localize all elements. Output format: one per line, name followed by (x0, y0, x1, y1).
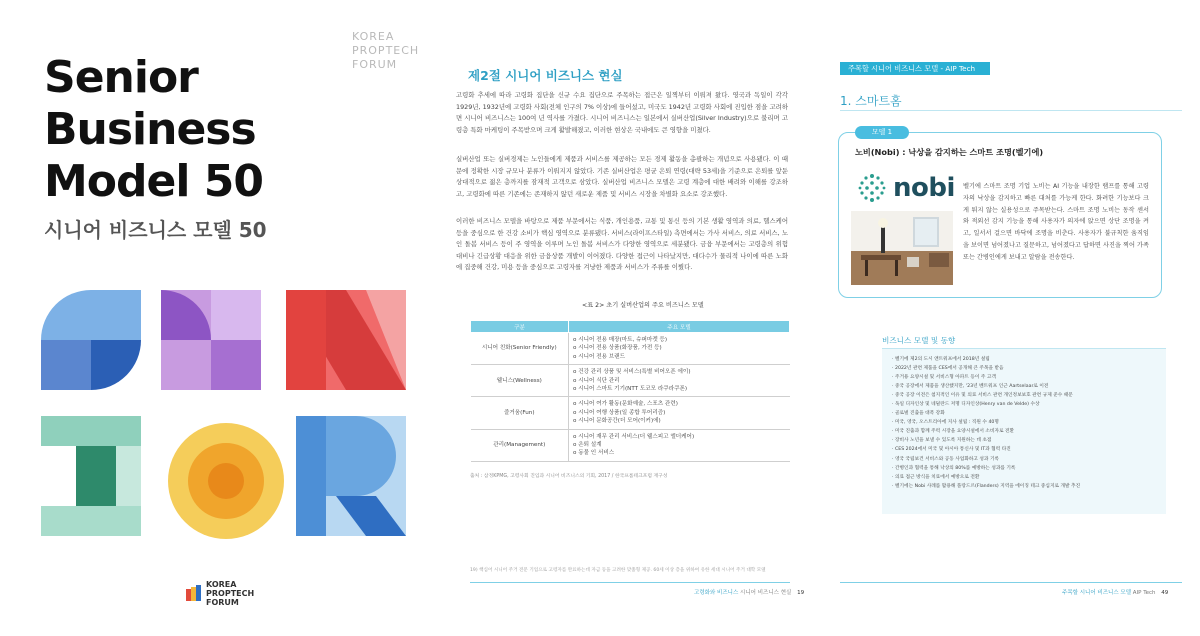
list-item: · 간병인과 협력을 통해 낙상의 80%를 예방하는 성과를 기록 (892, 465, 1016, 471)
page-number: 49 (1161, 590, 1169, 596)
footnote: 19) 핵심어 시니어 주거 전문 기업으로 고령자를 완료하는데 자금 등을 고려한 맞춤형 제공. 60세 이상 층을 위하여 유한 세대 시니어 주거 대학 모델 (470, 568, 766, 573)
body-paragraph: 실버산업 또는 실버경제는 노인들에게 제품과 서비스를 제공하는 모든 경제 활동을 총괄하는 개념으로 사용됐다. 이 때문에 정확한 시장 규모나 분류가 이뤄지지 않았다. 기존 실버산업은 평균 은퇴 연령(대략 53세)을 기준으로 은퇴를 앞둔 상대적으로 젊은 층까지를 잠재적 고객으로 삼았다. 실버산업 비즈니스 모델은 고령 계층에 대한 배려와 이해를 강조하고, 고령화에 따른 기존에는 존재하지 않던 새로운 제품 및 서비스 시장을 차별화 요소로 강조했다. (456, 155, 788, 198)
publisher-line: KOREA (352, 30, 395, 43)
trend-title: 비즈니스 모델 및 동향 (882, 336, 956, 345)
footer-divider (840, 582, 1182, 583)
logo-line: PROPTECH (206, 589, 255, 598)
table-item: o 시니어 문화공간(더 모어(이커)에) (573, 418, 661, 425)
table-items (569, 429, 790, 461)
list-item: · 영국 국립보건 서비스와 공동 사업화하고 성과 기록 (892, 456, 1000, 462)
publisher-mark (352, 30, 419, 72)
middle-page (444, 0, 808, 636)
business-model-table (470, 320, 790, 462)
footer-chapter: 시니어 비즈니스 현실 (740, 590, 792, 596)
table-category: 관리(Management) (471, 429, 569, 461)
table-row (471, 365, 790, 397)
publisher-line: FORUM (352, 58, 398, 71)
table-item: o 시니어 식단 관리 (573, 377, 620, 384)
cover-title-line: Senior (44, 52, 198, 103)
list-item: · 장비사 노년을 보낼 수 있도록 지원하는 데 초점 (892, 438, 992, 444)
brand-name: nobi (893, 173, 955, 203)
cover-subtitle: 시니어 비즈니스 모델 50 (44, 218, 267, 242)
section-heading: 제2절 시니어 비즈니스 현실 (468, 68, 623, 83)
table-row (471, 429, 790, 461)
table-caption: <표 2> 초기 실버산업의 주요 비즈니스 모델 (582, 302, 704, 309)
table-items (569, 365, 790, 397)
list-item: · 벨기에 제2의 도시 앤트워프에서 2018년 설립 (892, 357, 990, 362)
right-page (818, 0, 1200, 636)
table-row (471, 333, 790, 365)
table-items (569, 333, 790, 365)
heading-divider (840, 110, 1182, 111)
table-item: o 시니어 전용 브랜드 (573, 353, 625, 360)
list-item: · 2022년 관련 제품을 CES에서 공개해 큰 주목을 받음 (892, 366, 1004, 372)
table-header-cell: 구분 (471, 321, 569, 333)
table-row (471, 397, 790, 429)
footer-chapter: AIP Tech (1132, 590, 1156, 596)
table-item: o 시니어 여가 활동(문화예술, 스포츠 관련) (573, 401, 678, 408)
trend-list (882, 348, 1166, 514)
table-item: o 시니어 전용 상품(화장품, 가전 등) (573, 345, 662, 352)
senior-letter-art (36, 286, 416, 542)
table-category: 시니어 친화(Senior Friendly) (471, 333, 569, 365)
table-item: o 동물 인 서비스 (573, 450, 615, 457)
body-paragraph: 고령화 추세에 따라 고령화 집단을 신규 수요 집단으로 주목하는 접근은 일찍부터 이뤄져 왔다. 영국과 독일이 각각 1929년, 1932년에 고령화 사회(전체 인구의 7% 이상)에 들어섰고, 미국도 1942년 고령화 사회에 진입한 점을 고려하면 시니어 비즈니스는 100여 년 역사를 가졌다. 시니어 비즈니스는 일본에서 실버산업(Silver Industry)으로 불리며 고령층 특화 마케팅이 주목받으며 크게 활발해졌고, 이러한 현상은 국내에도 큰 영향을 미쳤다. (456, 91, 788, 134)
model-card (838, 128, 1162, 298)
list-item: · 중국 공장 이전은 첨지적인 이유 및 의료 서비스 관련 개인정보보호 관련 규제 준수 때문 (892, 393, 1073, 399)
list-item: · 독일 디자인상 및 네덜란드 저명 디자인상(Henry van de Velde) 수상 (892, 402, 1040, 408)
table-item: o 건강 관리 상품 및 서비스(특별 비어오픈 에이) (573, 369, 691, 376)
table-category: 즐거움(Fun) (471, 397, 569, 429)
logo-mark-icon (186, 585, 202, 603)
table-item: o 은퇴 설계 (573, 442, 602, 449)
table-item: o 시니어 스마트 기기(NTT 도코모 라쿠라쿠폰) (573, 386, 688, 393)
cover-page (0, 0, 440, 636)
list-item: · 벨기에는 Nobi 사례를 활용해 플랑드르(Flanders) 지역을 에이징 테크 중심지로 개발 추진 (892, 483, 1081, 489)
logo-line: KOREA (206, 580, 237, 589)
list-item: · 의료 접근 방식을 치료에서 예방으로 전환 (892, 474, 980, 480)
page-footer (694, 588, 804, 596)
logo-line: FORUM (206, 598, 239, 607)
room-photo (851, 211, 953, 285)
table-item: o 시니어 재무 관리 서비스(더 웰스피고 엘더케어) (573, 433, 695, 440)
list-item: · 골로벌 진출을 대폭 강화 (892, 411, 945, 417)
model-badge: 모델 1 (855, 126, 909, 139)
table-header-cell: 주요 모델 (569, 321, 790, 333)
nobi-logo (857, 173, 955, 203)
nobi-dots-icon (857, 173, 887, 203)
model-title: 노비(Nobi) : 낙상을 감지하는 스마트 조명(벨기에) (855, 147, 1044, 157)
list-item: · 미국 진출과 함께 주력 시장을 요양시설에서 소비자로 전환 (892, 429, 1015, 435)
logo-text (206, 580, 254, 607)
list-item: · 미국, 영국, 오스트리아에 지사 설립 : 직원 수 40명 (892, 420, 999, 426)
publisher-logo (186, 580, 254, 607)
table-category: 웰니스(Wellness) (471, 365, 569, 397)
list-item: · 중국 공장에서 제품을 생산했지만, '23년 벤트워프 인근 Aartselaar로 이전 (892, 384, 1049, 390)
table-item: o 시니어 전용 매장(마트, 슈퍼마켓 등) (573, 337, 668, 343)
page-number: 19 (797, 590, 805, 596)
cover-title-line: Business (44, 104, 256, 155)
footer-section: 주목할 시니어 비즈니스 모델 (1062, 590, 1132, 596)
page-footer (1062, 588, 1168, 596)
table-item: o 시니어 여행 상품(일 종합 투어리즘) (573, 409, 666, 416)
footer-section: 고령화와 비즈니스 (694, 590, 739, 596)
list-item: · CES 2024에서 미국 및 아시아 통신사 및 IT과 협력 타진 (892, 447, 1011, 453)
footer-divider (470, 582, 790, 583)
chapter-tag: 주목할 시니어 비즈니스 모델 - AIP Tech (840, 62, 990, 75)
section-heading: 1. 스마트홈 (840, 94, 902, 108)
publisher-line: PROPTECH (352, 44, 420, 57)
table-source: 출처 : 삼정KPMG, 고령사회 진입과 시니어 비즈니스의 기회, 2017 / 한국프롭테크포럼 재구성 (470, 474, 668, 479)
model-description: 벨기에 스마트 조명 기업 노비는 AI 기능을 내장한 램프를 통해 고령자의 낙상을 감지하고 빠른 대처를 가능케 한다. 화려한 기능보다 크게 튀지 않는 실용성으로 주목받는다. 스마트 조명 노비는 동작 센서와 적외선 감지 기능을 통해 사용자가 의자에 앉으면 상단 조명을 켜고, 일서서 걸으면 바닥에 조명을 비춘다. 사용자가 불규칙한 움직임을 보이면 넘어졌나고 질문하고, 넘어졌다고 답하면 사진을 찍어 가족 또는 간병인에게 보내고 알람을 전송한다. (963, 183, 1149, 261)
cover-title (44, 52, 263, 208)
list-item: · 주거용 요양시설 및 서비스형 아파트 등이 주 고객 (892, 375, 996, 381)
cover-title-line: Model 50 (44, 156, 263, 207)
table-header-row (471, 321, 790, 333)
table-items (569, 397, 790, 429)
body-paragraph: 이러한 비즈니스 모델을 바탕으로 제품 부문에서는 식품, 개인용품, 교통 및 통신 등의 기본 생활 영역과 의료, 헬스케어 등을 중심으로 한 건강 소비가 핵심 영역으로 분류됐다. 서비스(라이프스타일) 측면에서는 가사 서비스, 의료 서비스, 노인 돌봄 서비스 등이 주 영역을 이루며 노인 돌봄 서비스가 다양한 영역으로 세분됐다. 금융 부문에서는 고령층의 위험 대비나 긴급상황 대응을 위한 금융상품 개발이 이어졌다. 다양한 접근이 나타났지만, 대다수가 물리적 나이에 따른 노화에 집중해 건강, 미용 등을 중심으로 고령자를 겨냥한 제품과 서비스가 주류를 이뤘다. (456, 217, 788, 272)
